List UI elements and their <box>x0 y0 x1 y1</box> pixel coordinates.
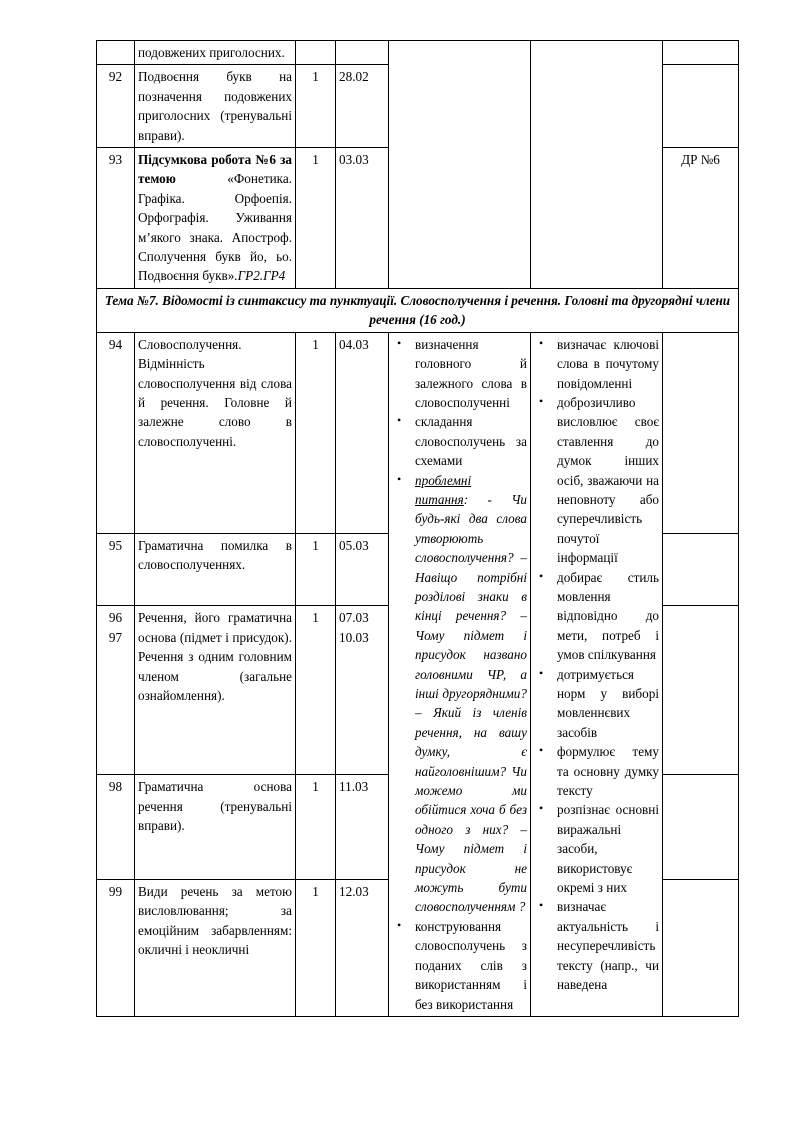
topic-bold-part: Підсумкова робота №6 за темою <box>138 152 292 187</box>
cell-lesson-number <box>97 606 135 775</box>
cell-date <box>336 606 389 775</box>
problem-questions-label: проблемні питання <box>415 472 472 507</box>
cell-competencies <box>531 332 663 1016</box>
cell-hours: 1 <box>296 148 336 289</box>
cell-note <box>663 606 739 775</box>
cell-date: 05.03 <box>336 533 389 606</box>
list-item: • конструювання словосполучень з поданих слів з використанням і без використання <box>392 917 527 1014</box>
cell-lesson-number: 94 <box>97 332 135 533</box>
list-item: • визначає актуальність і несуперечливість тексту (напр., чи наведена <box>534 897 659 994</box>
lesson-number-line-2: 97 <box>108 629 123 645</box>
cell-activities <box>389 41 531 289</box>
theme-header: Тема №7. Відомості із синтаксису та пунктуації. Словосполучення і речення. Головні та другорядні члени речення (16 год.) <box>97 288 739 332</box>
cell-hours: 1 <box>296 65 336 148</box>
cell-note <box>663 65 739 148</box>
cell-note <box>663 775 739 880</box>
date-line-2: 10.03 <box>339 629 369 645</box>
cell-note <box>663 332 739 533</box>
problem-questions-text: : - Чи будь-які два слова утворюють словосполучення? – Навіщо потрібні розділові знаки в кінці речення? – Чому підмет і присудок названо головними ЧР, а інші другорядними? – Який із членів речення, на вашу думку, є найголовнішим? Чи можемо ми обійтися хоча б без одного з них? – Чому підмет і присудок не можуть бути словосполученням ? <box>415 491 527 915</box>
cell-lesson-number: 92 <box>97 65 135 148</box>
cell-date <box>336 41 389 65</box>
table-row <box>97 41 739 65</box>
list-item <box>392 471 527 917</box>
cell-hours: 1 <box>296 880 336 1017</box>
list-item: • доброзичливо висловлює своє ставлення до думок інших осіб, зважаючи на неповноту або суперечливість почутої інформації <box>534 393 659 568</box>
table-row-theme <box>97 288 739 332</box>
cell-topic: Граматична основа речення (тренувальні вправи). <box>135 775 296 880</box>
list-item: • визначення головного й залежного слова в словосполученні <box>392 335 527 413</box>
cell-hours: 1 <box>296 533 336 606</box>
cell-topic: подовжених приголосних. <box>135 41 296 65</box>
cell-lesson-number: 95 <box>97 533 135 606</box>
cell-date: 12.03 <box>336 880 389 1017</box>
lesson-plan-table <box>96 40 739 1017</box>
cell-topic: Словосполучення. Відмінність словосполучення від слова й речення. Головне й залежне слово в словосполученні. <box>135 332 296 533</box>
document-page <box>96 40 738 1017</box>
cell-date: 03.03 <box>336 148 389 289</box>
cell-lesson-number: 98 <box>97 775 135 880</box>
cell-activities <box>389 332 531 1016</box>
cell-topic <box>135 148 296 289</box>
competencies-list <box>534 335 659 995</box>
date-line-1: 07.03 <box>339 610 369 626</box>
list-item: • формулює тему та основну думку тексту <box>534 742 659 800</box>
cell-topic: Подвоєння букв на позначення подовжених приголосних (тренувальні вправи). <box>135 65 296 148</box>
cell-hours <box>296 41 336 65</box>
cell-lesson-number <box>97 41 135 65</box>
cell-topic: Граматична помилка в словосполученнях. <box>135 533 296 606</box>
cell-topic: Види речень за метою висловлювання; за емоційним забарвленням: окличні і неокличні <box>135 880 296 1017</box>
cell-note <box>663 41 739 65</box>
activities-list <box>392 335 527 1014</box>
cell-lesson-number: 99 <box>97 880 135 1017</box>
cell-date: 04.03 <box>336 332 389 533</box>
topic-plain-part: «Фонетика. Графіка. Орфоепія. Орфографія. Уживання м’якого знака. Апостроф. Сполучення букв йо, ьо. Подвоєння букв» <box>138 171 292 284</box>
cell-date: 11.03 <box>336 775 389 880</box>
cell-hours: 1 <box>296 332 336 533</box>
cell-topic: Речення, його граматична основа (підмет і присудок). Речення з одним головним членом (загальне ознайомлення). <box>135 606 296 775</box>
cell-note: ДР №6 <box>663 148 739 289</box>
list-item: • розпізнає основні виражальні засоби, використовує окремі з них <box>534 800 659 897</box>
cell-note <box>663 533 739 606</box>
cell-lesson-number: 93 <box>97 148 135 289</box>
cell-competencies <box>531 41 663 289</box>
list-item: • добирає стиль мовлення відповідно до мети, потреб і умов спілкування <box>534 568 659 665</box>
list-item: • дотримується норм у виборі мовленнєвих засобів <box>534 665 659 743</box>
cell-date: 28.02 <box>336 65 389 148</box>
list-item: • визначає ключові слова в почутому повідомленні <box>534 335 659 393</box>
lesson-number-line-1: 96 <box>108 610 123 626</box>
cell-hours: 1 <box>296 775 336 880</box>
topic-italic-part: .ГР2.ГР4 <box>234 268 286 284</box>
cell-note <box>663 880 739 1017</box>
list-item: • складання словосполучень за схемами <box>392 412 527 470</box>
cell-hours: 1 <box>296 606 336 775</box>
table-row <box>97 332 739 533</box>
